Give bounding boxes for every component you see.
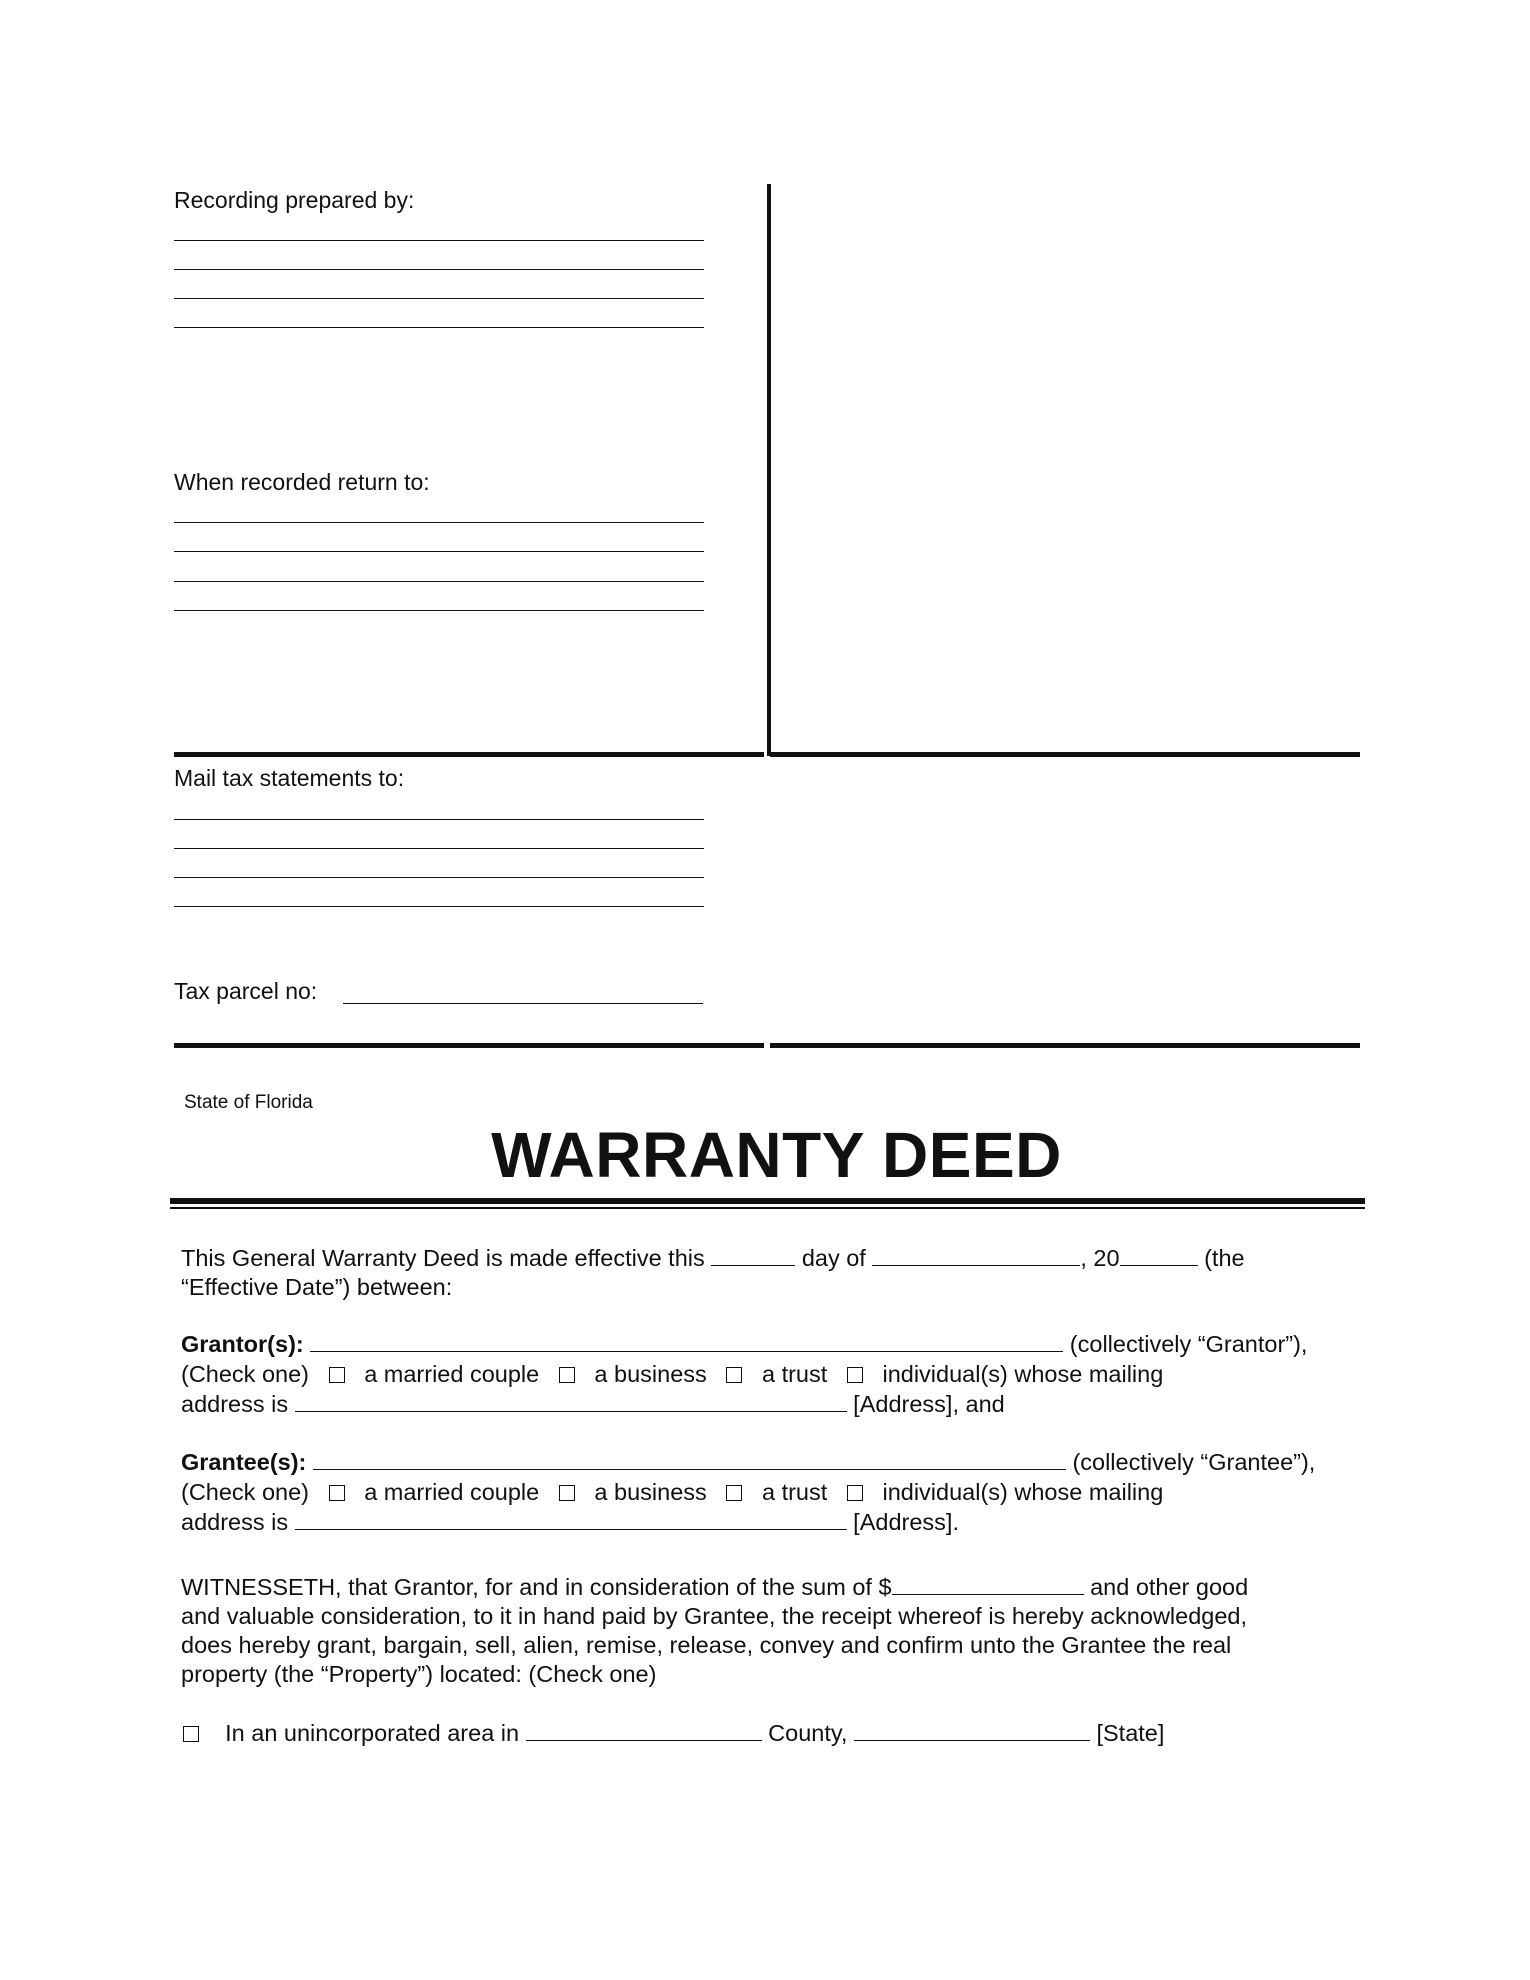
grantor-married-checkbox[interactable] bbox=[329, 1367, 345, 1383]
grantee-married-label: a married couple bbox=[364, 1479, 540, 1505]
location-text-3: [State] bbox=[1096, 1720, 1165, 1746]
intro-line-2: “Effective Date”) between: bbox=[181, 1274, 453, 1300]
grantor-trust-label: a trust bbox=[761, 1361, 828, 1387]
grantee-married-checkbox[interactable] bbox=[329, 1485, 345, 1501]
grantee-name-field[interactable] bbox=[313, 1449, 1066, 1470]
consideration-amount-field[interactable] bbox=[892, 1574, 1084, 1595]
grantee-individual-label: individual(s) whose mailing bbox=[882, 1479, 1164, 1505]
title-rule-thick bbox=[170, 1198, 1365, 1204]
intro-text-1: This General Warranty Deed is made effective this bbox=[181, 1245, 705, 1271]
prepared-by-line-1[interactable] bbox=[174, 240, 704, 241]
return-to-line-1[interactable] bbox=[174, 522, 704, 523]
location-unincorporated-row bbox=[183, 1719, 1164, 1749]
grantee-individual-checkbox[interactable] bbox=[847, 1485, 863, 1501]
grantee-address-field[interactable] bbox=[295, 1509, 847, 1530]
witness-line-1 bbox=[181, 1573, 1248, 1603]
witness-line-3: does hereby grant, bargain, sell, alien, remise, release, convey and confirm unto the Grantee the real bbox=[181, 1632, 1232, 1658]
grantor-married-label: a married couple bbox=[364, 1361, 540, 1387]
grantor-address-is: address is bbox=[181, 1391, 289, 1417]
header-rule-left bbox=[174, 752, 764, 757]
grantor-line-1 bbox=[181, 1330, 1307, 1360]
parcel-rule-right bbox=[770, 1043, 1360, 1048]
mail-tax-line-4[interactable] bbox=[174, 906, 704, 907]
title-rule-thin bbox=[170, 1207, 1365, 1209]
grantor-check-one: (Check one) bbox=[181, 1361, 309, 1387]
state-field[interactable] bbox=[854, 1720, 1090, 1741]
intro-line-1 bbox=[181, 1244, 1245, 1274]
return-to-line-3[interactable] bbox=[174, 581, 704, 582]
mail-tax-statements-label: Mail tax statements to: bbox=[174, 765, 405, 791]
witness-text-1: WITNESSETH, that Grantor, for and in consideration of the sum of $ bbox=[181, 1574, 892, 1600]
grantee-line-1 bbox=[181, 1448, 1315, 1478]
grantor-address-end: [Address], and bbox=[853, 1391, 1005, 1417]
grantee-business-label: a business bbox=[594, 1479, 707, 1505]
grantor-address-field[interactable] bbox=[295, 1391, 847, 1412]
effective-month-field[interactable] bbox=[872, 1245, 1080, 1266]
grantor-collective: (collectively “Grantor”), bbox=[1069, 1331, 1308, 1357]
grantor-label: Grantor(s): bbox=[181, 1331, 304, 1357]
grantee-address-end: [Address]. bbox=[853, 1509, 959, 1535]
grantee-trust-label: a trust bbox=[761, 1479, 828, 1505]
effective-day-field[interactable] bbox=[711, 1245, 795, 1266]
when-recorded-return-to-label: When recorded return to: bbox=[174, 469, 430, 495]
mail-tax-line-2[interactable] bbox=[174, 848, 704, 849]
grantee-business-checkbox[interactable] bbox=[559, 1485, 575, 1501]
grantee-line-2 bbox=[181, 1478, 1163, 1508]
witness-line-4: property (the “Property”) located: (Check one) bbox=[181, 1661, 657, 1687]
intro-text-4: (the bbox=[1204, 1245, 1245, 1271]
grantor-name-field[interactable] bbox=[310, 1331, 1063, 1352]
grantor-business-checkbox[interactable] bbox=[559, 1367, 575, 1383]
location-text-1: In an unincorporated area in bbox=[225, 1720, 520, 1746]
intro-text-2: day of bbox=[801, 1245, 866, 1271]
effective-year-field[interactable] bbox=[1120, 1245, 1198, 1266]
tax-parcel-no-field[interactable] bbox=[343, 1003, 703, 1004]
witness-text-2: and other good bbox=[1090, 1574, 1249, 1600]
recording-box-divider bbox=[767, 184, 771, 756]
header-rule-right bbox=[770, 752, 1360, 757]
mail-tax-line-1[interactable] bbox=[174, 819, 704, 820]
county-field[interactable] bbox=[526, 1720, 762, 1741]
parcel-rule-left bbox=[174, 1043, 764, 1048]
grantor-line-2 bbox=[181, 1360, 1163, 1390]
grantor-business-label: a business bbox=[594, 1361, 707, 1387]
prepared-by-line-3[interactable] bbox=[174, 298, 704, 299]
prepared-by-line-2[interactable] bbox=[174, 269, 704, 270]
return-to-line-4[interactable] bbox=[174, 610, 704, 611]
grantee-label: Grantee(s): bbox=[181, 1449, 307, 1475]
location-text-2: County, bbox=[768, 1720, 848, 1746]
grantee-line-3 bbox=[181, 1508, 959, 1538]
return-to-line-2[interactable] bbox=[174, 551, 704, 552]
tax-parcel-no-label: Tax parcel no: bbox=[174, 978, 318, 1004]
recording-prepared-by-label: Recording prepared by: bbox=[174, 187, 415, 213]
grantee-collective: (collectively “Grantee”), bbox=[1072, 1449, 1316, 1475]
grantor-individual-checkbox[interactable] bbox=[847, 1367, 863, 1383]
grantee-address-is: address is bbox=[181, 1509, 289, 1535]
grantor-trust-checkbox[interactable] bbox=[726, 1367, 742, 1383]
grantee-trust-checkbox[interactable] bbox=[726, 1485, 742, 1501]
witness-line-2: and valuable consideration, to it in hand paid by Grantee, the receipt whereof is hereby acknowledged, bbox=[181, 1603, 1248, 1629]
intro-text-3: , 20 bbox=[1080, 1245, 1120, 1271]
mail-tax-line-3[interactable] bbox=[174, 877, 704, 878]
grantee-check-one: (Check one) bbox=[181, 1479, 309, 1505]
grantor-individual-label: individual(s) whose mailing bbox=[882, 1361, 1164, 1387]
state-label: State of Florida bbox=[184, 1092, 313, 1113]
document-title: WARRANTY DEED bbox=[491, 1119, 1062, 1191]
prepared-by-line-4[interactable] bbox=[174, 327, 704, 328]
grantor-line-3 bbox=[181, 1390, 1005, 1420]
unincorporated-area-checkbox[interactable] bbox=[183, 1726, 199, 1742]
